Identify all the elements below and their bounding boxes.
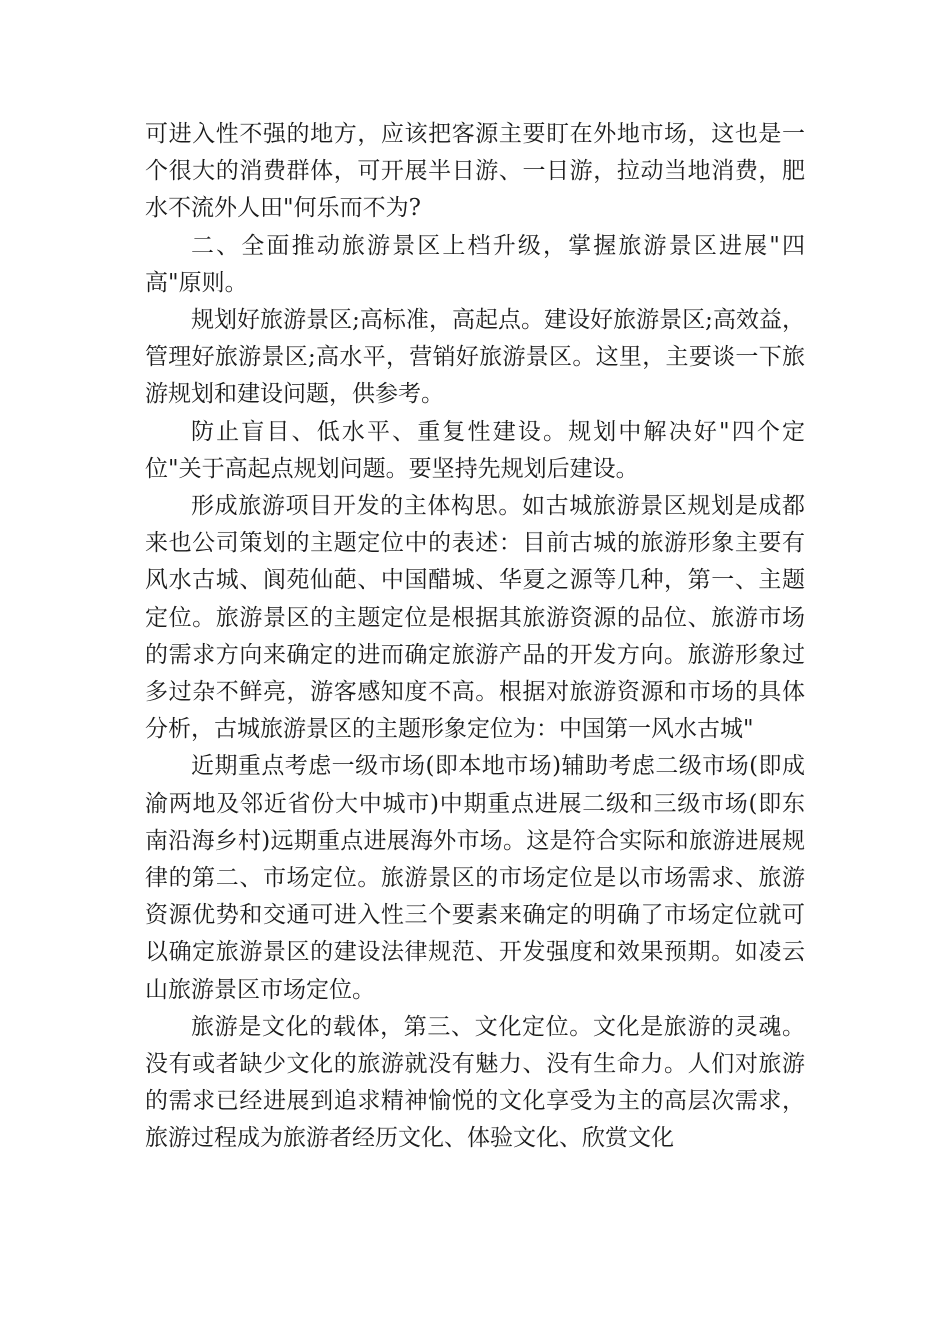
paragraph-theme-positioning: 形成旅游项目开发的主体构思。如古城旅游景区规划是成都来也公司策划的主题定位中的表述：目前古城的旅游形象主要有风水古城、阆苑仙葩、中国醋城、华夏之源等几种，第一、主题定位。旅游景区的主题定位是根据其旅游资源的品位、旅游市场的需求方向来确定的进而确定旅游产品的开发方向。旅游形象过多过杂不鲜亮，游客感知度不高。根据对旅游资源和市场的具体分析，古城旅游景区的主题形象定位为：中国第一风水古城" — [145, 493, 805, 743]
paragraph-culture-positioning: 旅游是文化的载体，第三、文化定位。文化是旅游的灵魂。没有或者缺少文化的旅游就没有魅力、没有生命力。人们对旅游的需求已经进展到追求精神愉悦的文化享受为主的高层次需求，旅游过程成为旅游者经历文化、体验文化、欣赏文化 — [145, 1013, 805, 1152]
body-text — [145, 116, 805, 1158]
paragraph-heading-four-highs: 二、全面推动旅游景区上档升级，掌握旅游景区进展"四高"原则。 — [145, 232, 805, 296]
paragraph-continuation: 可进入性不强的地方，应该把客源主要盯在外地市场，这也是一个很大的消费群体，可开展半日游、一日游，拉动当地消费，肥水不流外人田"何乐而不为? — [145, 121, 805, 222]
paragraph-avoid-blind-construction: 防止盲目、低水平、重复性建设。规划中解决好"四个定位"关于高起点规划问题。要坚持先规划后建设。 — [145, 418, 805, 482]
paragraph-market-positioning: 近期重点考虑一级市场(即本地市场)辅助考虑二级市场(即成渝两地及邻近省份大中城市)中期重点进展二级和三级市场(即东南沿海乡村)远期重点进展海外市场。这是符合实际和旅游进展规律的第二、市场定位。旅游景区的市场定位是以市场需求、旅游资源优势和交通可进入性三个要素来确定的明确了市场定位就可以确定旅游景区的建设法律规范、开发强度和效果预期。如凌云山旅游景区市场定位。 — [145, 753, 805, 1003]
paragraph-planning: 规划好旅游景区;高标准，高起点。建设好旅游景区;高效益，管理好旅游景区;高水平，营销好旅游景区。这里，主要谈一下旅游规划和建设问题，供参考。 — [145, 307, 805, 408]
